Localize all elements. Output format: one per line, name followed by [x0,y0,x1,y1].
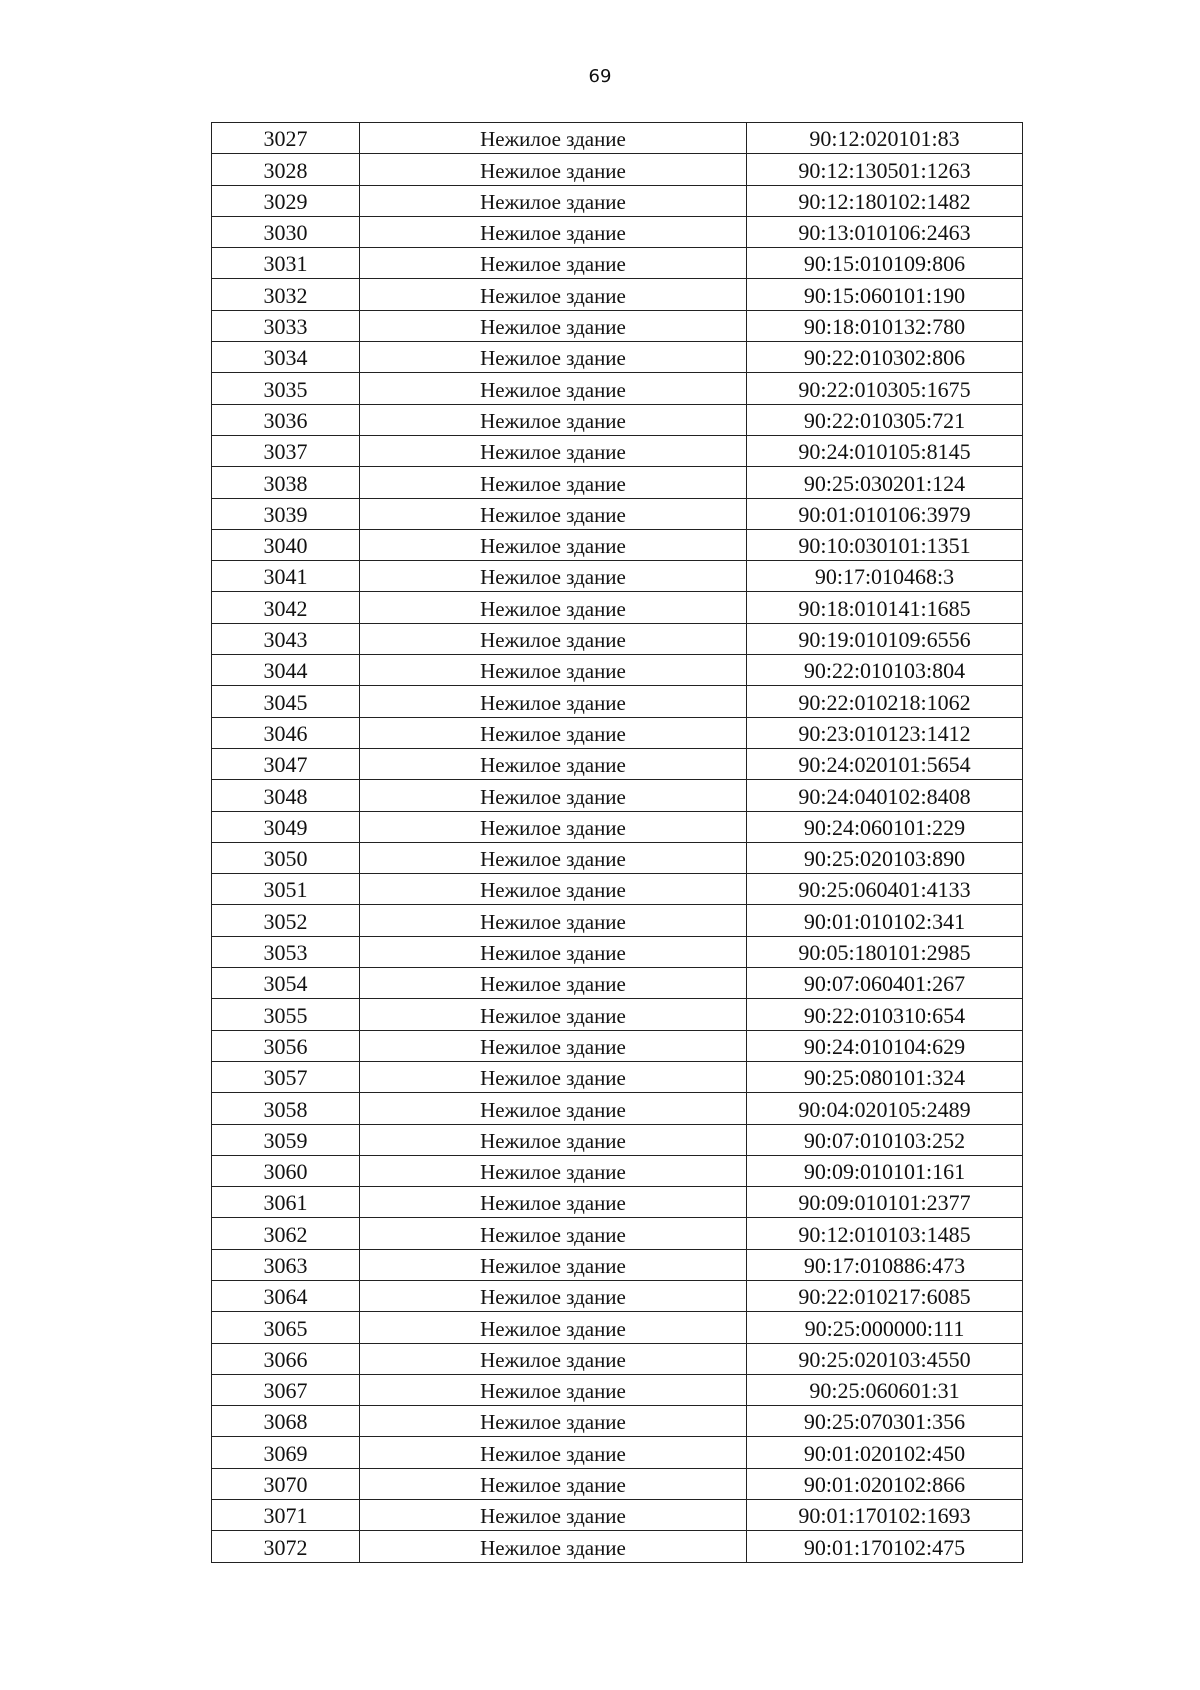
cadastral-number-cell: 90:12:180102:1482 [747,185,1023,216]
cadastral-number-cell: 90:25:020103:4550 [747,1343,1023,1374]
object-type-cell: Нежилое здание [360,467,747,498]
cadastral-number-cell: 90:09:010101:2377 [747,1187,1023,1218]
object-type-cell: Нежилое здание [360,1437,747,1468]
row-number-cell: 3050 [212,842,360,873]
cadastral-number-cell: 90:18:010132:780 [747,310,1023,341]
table-row [212,248,1023,279]
cadastral-number-cell: 90:24:010104:629 [747,1030,1023,1061]
object-type-cell: Нежилое здание [360,1155,747,1186]
cadastral-number-cell: 90:24:010105:8145 [747,435,1023,466]
row-number-cell: 3057 [212,1061,360,1092]
cadastral-number-cell: 90:19:010109:6556 [747,623,1023,654]
row-number-cell: 3029 [212,185,360,216]
cadastral-number-cell: 90:17:010886:473 [747,1249,1023,1280]
object-type-cell: Нежилое здание [360,968,747,999]
object-type-cell: Нежилое здание [360,1406,747,1437]
table-row [212,342,1023,373]
object-type-cell: Нежилое здание [360,373,747,404]
object-type-cell: Нежилое здание [360,748,747,779]
object-type-cell: Нежилое здание [360,999,747,1030]
table-row [212,1093,1023,1124]
row-number-cell: 3069 [212,1437,360,1468]
row-number-cell: 3030 [212,216,360,247]
row-number-cell: 3047 [212,748,360,779]
cadastral-number-cell: 90:22:010310:654 [747,999,1023,1030]
row-number-cell: 3070 [212,1468,360,1499]
page-number: 69 [588,66,612,87]
table-row [212,1187,1023,1218]
row-number-cell: 3041 [212,561,360,592]
object-type-cell: Нежилое здание [360,780,747,811]
table-row [212,404,1023,435]
cadastral-number-cell: 90:22:010103:804 [747,655,1023,686]
table-row [212,1437,1023,1468]
row-number-cell: 3034 [212,342,360,373]
object-type-cell: Нежилое здание [360,310,747,341]
object-type-cell: Нежилое здание [360,1280,747,1311]
cadastral-number-cell: 90:15:010109:806 [747,248,1023,279]
object-type-cell: Нежилое здание [360,342,747,373]
table-row [212,154,1023,185]
object-type-cell: Нежилое здание [360,811,747,842]
cadastral-number-cell: 90:25:020103:890 [747,842,1023,873]
cadastral-number-cell: 90:01:010106:3979 [747,498,1023,529]
row-number-cell: 3064 [212,1280,360,1311]
row-number-cell: 3027 [212,123,360,154]
cadastral-number-cell: 90:01:170102:475 [747,1531,1023,1562]
object-type-cell: Нежилое здание [360,1374,747,1405]
row-number-cell: 3033 [212,310,360,341]
row-number-cell: 3061 [212,1187,360,1218]
row-number-cell: 3044 [212,655,360,686]
table-row [212,1312,1023,1343]
table-row [212,1124,1023,1155]
cadastral-number-cell: 90:05:180101:2985 [747,936,1023,967]
table-row [212,216,1023,247]
cadastral-number-cell: 90:01:170102:1693 [747,1500,1023,1531]
object-type-cell: Нежилое здание [360,655,747,686]
row-number-cell: 3043 [212,623,360,654]
row-number-cell: 3040 [212,529,360,560]
row-number-cell: 3054 [212,968,360,999]
cadastral-number-cell: 90:24:060101:229 [747,811,1023,842]
cadastral-number-cell: 90:22:010305:721 [747,404,1023,435]
table-row [212,1155,1023,1186]
object-type-cell: Нежилое здание [360,1218,747,1249]
cadastral-number-cell: 90:22:010302:806 [747,342,1023,373]
table-row [212,655,1023,686]
table-row [212,498,1023,529]
table-row [212,1468,1023,1499]
object-type-cell: Нежилое здание [360,185,747,216]
table-row [212,592,1023,623]
object-type-cell: Нежилое здание [360,498,747,529]
table-row [212,717,1023,748]
table-row [212,373,1023,404]
object-type-cell: Нежилое здание [360,154,747,185]
row-number-cell: 3045 [212,686,360,717]
cadastral-number-cell: 90:25:080101:324 [747,1061,1023,1092]
table-row [212,1030,1023,1061]
object-type-cell: Нежилое здание [360,1468,747,1499]
object-type-cell: Нежилое здание [360,1500,747,1531]
cadastral-number-cell: 90:25:070301:356 [747,1406,1023,1437]
table-row [212,842,1023,873]
cadastral-number-cell: 90:13:010106:2463 [747,216,1023,247]
cadastral-number-cell: 90:01:010102:341 [747,905,1023,936]
cadastral-number-cell: 90:22:010305:1675 [747,373,1023,404]
object-type-cell: Нежилое здание [360,435,747,466]
table-row [212,1061,1023,1092]
table-row [212,1280,1023,1311]
table-row [212,185,1023,216]
object-type-cell: Нежилое здание [360,842,747,873]
table-row [212,936,1023,967]
row-number-cell: 3072 [212,1531,360,1562]
cadastral-number-cell: 90:24:040102:8408 [747,780,1023,811]
row-number-cell: 3067 [212,1374,360,1405]
object-type-cell: Нежилое здание [360,1249,747,1280]
cadastral-number-cell: 90:12:010103:1485 [747,1218,1023,1249]
cadastral-number-cell: 90:17:010468:3 [747,561,1023,592]
row-number-cell: 3052 [212,905,360,936]
object-type-cell: Нежилое здание [360,216,747,247]
cadastral-number-cell: 90:07:060401:267 [747,968,1023,999]
cadastral-number-cell: 90:01:020102:866 [747,1468,1023,1499]
table-row [212,310,1023,341]
table-row [212,1406,1023,1437]
object-type-cell: Нежилое здание [360,1030,747,1061]
object-type-cell: Нежилое здание [360,1124,747,1155]
object-type-cell: Нежилое здание [360,279,747,310]
cadastral-number-cell: 90:25:060401:4133 [747,874,1023,905]
table-row [212,529,1023,560]
table-row [212,279,1023,310]
table-row [212,1218,1023,1249]
object-type-cell: Нежилое здание [360,404,747,435]
row-number-cell: 3046 [212,717,360,748]
row-number-cell: 3051 [212,874,360,905]
cadastral-number-cell: 90:09:010101:161 [747,1155,1023,1186]
row-number-cell: 3032 [212,279,360,310]
table-row [212,780,1023,811]
table-row [212,999,1023,1030]
object-type-cell: Нежилое здание [360,905,747,936]
table-row [212,1249,1023,1280]
object-type-cell: Нежилое здание [360,529,747,560]
object-type-cell: Нежилое здание [360,248,747,279]
object-type-cell: Нежилое здание [360,686,747,717]
cadastral-number-cell: 90:25:000000:111 [747,1312,1023,1343]
table-row [212,874,1023,905]
row-number-cell: 3055 [212,999,360,1030]
table-row [212,1374,1023,1405]
property-table-body [212,123,1023,1563]
object-type-cell: Нежилое здание [360,1187,747,1218]
row-number-cell: 3058 [212,1093,360,1124]
object-type-cell: Нежилое здание [360,1093,747,1124]
row-number-cell: 3036 [212,404,360,435]
cadastral-number-cell: 90:18:010141:1685 [747,592,1023,623]
row-number-cell: 3059 [212,1124,360,1155]
object-type-cell: Нежилое здание [360,874,747,905]
table-row [212,123,1023,154]
cadastral-number-cell: 90:24:020101:5654 [747,748,1023,779]
table-row [212,1531,1023,1562]
cadastral-number-cell: 90:25:060601:31 [747,1374,1023,1405]
cadastral-number-cell: 90:23:010123:1412 [747,717,1023,748]
table-row [212,1500,1023,1531]
row-number-cell: 3035 [212,373,360,404]
object-type-cell: Нежилое здание [360,561,747,592]
row-number-cell: 3049 [212,811,360,842]
object-type-cell: Нежилое здание [360,123,747,154]
cadastral-number-cell: 90:01:020102:450 [747,1437,1023,1468]
row-number-cell: 3063 [212,1249,360,1280]
table-row [212,811,1023,842]
object-type-cell: Нежилое здание [360,1531,747,1562]
cadastral-number-cell: 90:07:010103:252 [747,1124,1023,1155]
object-type-cell: Нежилое здание [360,592,747,623]
cadastral-number-cell: 90:10:030101:1351 [747,529,1023,560]
table-row [212,623,1023,654]
row-number-cell: 3031 [212,248,360,279]
row-number-cell: 3068 [212,1406,360,1437]
table-row [212,467,1023,498]
table-row [212,435,1023,466]
row-number-cell: 3048 [212,780,360,811]
object-type-cell: Нежилое здание [360,1061,747,1092]
cadastral-number-cell: 90:04:020105:2489 [747,1093,1023,1124]
row-number-cell: 3053 [212,936,360,967]
row-number-cell: 3066 [212,1343,360,1374]
object-type-cell: Нежилое здание [360,717,747,748]
property-table [211,122,1023,1563]
object-type-cell: Нежилое здание [360,1312,747,1343]
object-type-cell: Нежилое здание [360,1343,747,1374]
table-row [212,1343,1023,1374]
row-number-cell: 3028 [212,154,360,185]
cadastral-number-cell: 90:22:010217:6085 [747,1280,1023,1311]
row-number-cell: 3037 [212,435,360,466]
table-row [212,748,1023,779]
object-type-cell: Нежилое здание [360,623,747,654]
row-number-cell: 3062 [212,1218,360,1249]
cadastral-number-cell: 90:22:010218:1062 [747,686,1023,717]
row-number-cell: 3042 [212,592,360,623]
table-row [212,905,1023,936]
row-number-cell: 3060 [212,1155,360,1186]
row-number-cell: 3065 [212,1312,360,1343]
cadastral-number-cell: 90:25:030201:124 [747,467,1023,498]
row-number-cell: 3056 [212,1030,360,1061]
table-row [212,968,1023,999]
table-row [212,686,1023,717]
cadastral-number-cell: 90:15:060101:190 [747,279,1023,310]
table-row [212,561,1023,592]
cadastral-number-cell: 90:12:020101:83 [747,123,1023,154]
row-number-cell: 3039 [212,498,360,529]
object-type-cell: Нежилое здание [360,936,747,967]
cadastral-number-cell: 90:12:130501:1263 [747,154,1023,185]
row-number-cell: 3071 [212,1500,360,1531]
row-number-cell: 3038 [212,467,360,498]
